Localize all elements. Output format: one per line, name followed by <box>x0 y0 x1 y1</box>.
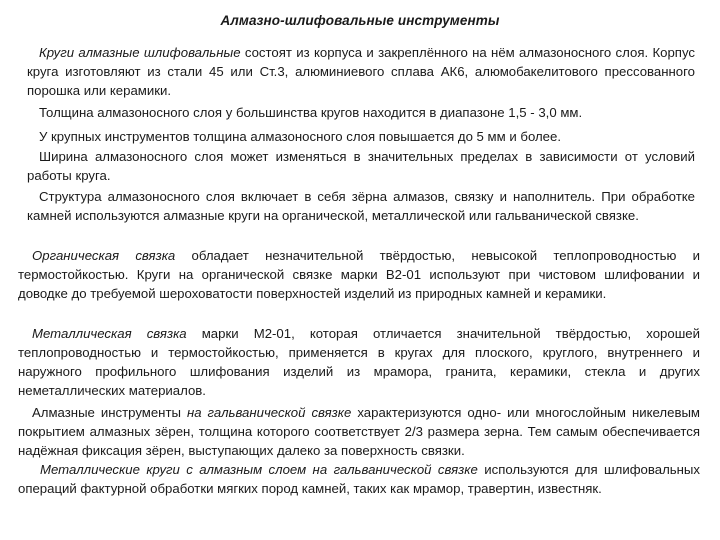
term-diamond-grinding-wheels: Круги алмазные шлифовальные <box>39 45 241 60</box>
paragraph-galvanic-bond <box>18 403 700 460</box>
term-organic-bond: Органическая связка <box>32 248 176 263</box>
paragraph-diamond-wheels <box>27 43 695 100</box>
paragraph-metal-bond <box>18 324 700 400</box>
paragraph-text: состоят из корпуса и закреплённого на нём алмазоносного слоя. Корпус круга изготовляют из стали 45 или Ст.3, алюминиевого сплава АК6, алюмобакелитового прессованного порошка или керамики. <box>27 45 695 98</box>
term-galvanic-bond: на гальванической связке <box>186 405 352 420</box>
paragraph-layer-width <box>27 147 695 185</box>
paragraph-text: У крупных инструментов толщина алмазоносного слоя повышается до 5 мм и более. <box>39 129 562 144</box>
paragraph-text: Структура алмазоносного слоя включает в себя зёрна алмазов, связку и наполнитель. При обработке камней используются алмазные круги на органической, металлической или гальванической связке. <box>27 189 695 223</box>
term-metal-bond: Металлическая связка <box>32 326 187 341</box>
paragraph-metal-galvanic-wheels <box>18 460 700 498</box>
paragraph-text: Толщина алмазоносного слоя у большинства кругов находится в диапазоне 1,5 - 3,0 мм. <box>39 105 583 120</box>
paragraph-large-tools <box>27 127 695 146</box>
paragraph-text: марки М2-01, которая отличается значительной твёрдостью, хорошей теплопроводностью и термостойкостью, применяется в кругах для плоского, круглого, внутреннего и наружного профильного шлифования изделий из мрамора, гранита, керамики, стекла и других неметаллических материалов. <box>18 326 700 398</box>
paragraph-layer-structure <box>27 187 695 225</box>
paragraph-layer-thickness <box>27 103 695 122</box>
paragraph-text: характеризуются одно- или многослойным никелевым покрытием алмазных зёрен, толщина которого соответствует 2/3 размера зерна. Тем самым обеспечивается надёжная фиксация зёрен, выступающих далеко за поверхность связки. <box>18 405 700 458</box>
paragraph-lead: Алмазные инструменты <box>32 405 187 420</box>
paragraph-organic-bond <box>18 246 700 303</box>
paragraph-text: обладает незначительной твёрдостью, невысокой теплопроводностью и термостойкостью. Круги на органической связке марки В2-01 используют при чистовом шлифовании и доводке до требуемой шероховатости поверхностей изделий из природных камней и керамики. <box>18 248 700 301</box>
paragraph-text: Ширина алмазоносного слоя может изменяться в значительных пределах в зависимости от условий работы круга. <box>27 149 695 183</box>
term-metal-galvanic-wheels: Металлические круги с алмазным слоем на гальванической связке <box>40 462 478 477</box>
document-title: Алмазно-шлифовальные инструменты <box>220 13 500 28</box>
paragraph-text: используются для шлифовальных операций фактурной обработки мягких пород камней, таких как мрамор, травертин, известняк. <box>18 462 700 496</box>
